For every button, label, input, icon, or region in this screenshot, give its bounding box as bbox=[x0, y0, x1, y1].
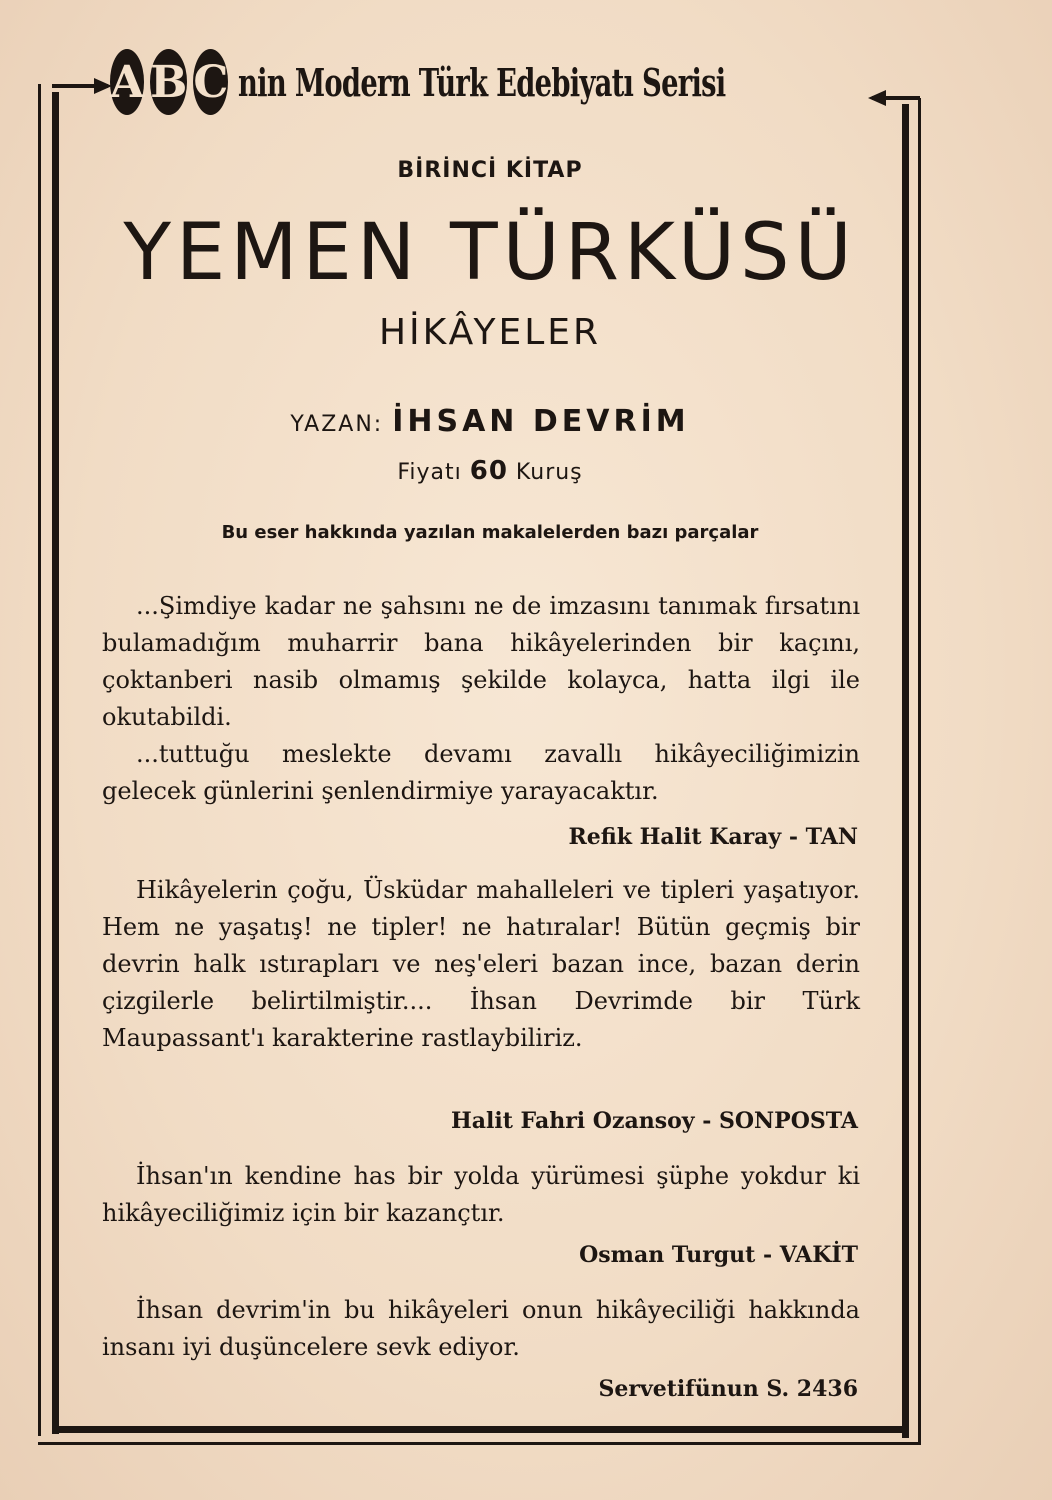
frame-bottom-inner bbox=[52, 1426, 909, 1433]
excerpts-heading: Bu eser hakkında yazılan makalelerden bazı parçalar bbox=[221, 522, 759, 543]
series-title: nin Modern Türk Edebiyatı Serisi bbox=[238, 59, 726, 105]
price-label: Fiyatı bbox=[397, 460, 462, 485]
letter-b-badge: B bbox=[150, 49, 187, 115]
author-line bbox=[60, 404, 920, 439]
review-2-source: Halit Fahri Ozansoy - SONPOSTA bbox=[450, 1108, 858, 1134]
review-2-paragraph-1: Hikâyelerin çoğu, Üsküdar mahalleleri ve tipleri yaşatıyor. Hem ne yaşatış! ne tipler! ne hatıralar! Bütün geçmiş bir devrin halk ıstırapları ve neş'eleri bazan ince, bazan derin çizgilerle belirtilmiştir.... İhsan Devrimde bir Türk Maupassant'ı karakterine rastlaybiliriz. bbox=[102, 876, 860, 1052]
frame-left-inner bbox=[52, 92, 59, 1434]
author-label: YAZAN: bbox=[290, 412, 384, 437]
review-1-paragraph-2: ...tuttuğu meslekte devamı zavallı hikâyeciliğimizin gelecek günlerini şenlendirmiye yarayacaktır. bbox=[102, 740, 860, 805]
review-4-source: Servetifünun S. 2436 bbox=[598, 1376, 858, 1402]
frame-right-outer bbox=[918, 98, 921, 1444]
letter-a-badge: A bbox=[110, 49, 144, 115]
price-value: 60 bbox=[469, 456, 508, 486]
price-unit: Kuruş bbox=[515, 460, 583, 485]
frame-right-inner bbox=[902, 104, 909, 1438]
review-3-source: Osman Turgut - VAKİT bbox=[579, 1242, 858, 1268]
right-arrow-head bbox=[868, 90, 886, 106]
review-4-paragraph-1: İhsan devrim'in bu hikâyeleri onun hikâyeciliği hakkında insanı iyi duşüncelere sevk ediyor. bbox=[102, 1296, 860, 1361]
frame-left-outer bbox=[38, 84, 41, 1436]
frame-bottom-outer bbox=[38, 1442, 921, 1445]
price-line bbox=[60, 456, 920, 486]
letter-c-badge: C bbox=[193, 49, 228, 115]
review-1-source: Refik Halit Karay - TAN bbox=[568, 824, 858, 850]
review-3-paragraph-1: İhsan'ın kendine has bir yolda yürümesi şüphe yokdur ki hikâyeciliğimiz için bir kazançtır. bbox=[102, 1162, 860, 1227]
book-number: BİRİNCİ KİTAP bbox=[397, 158, 583, 183]
author-name: İHSAN DEVRİM bbox=[392, 404, 690, 439]
series-header bbox=[110, 42, 870, 122]
review-1-paragraph-1: ...Şimdiye kadar ne şahsını ne de imzasını tanımak fırsatını bulamadığım muharrir bana hikâyelerinden bir kaçını, çoktanberi nasib olmamış şekilde kolayca, hatta ilgi ile okutabildi. bbox=[102, 592, 860, 731]
book-subtitle: HİKÂYELER bbox=[378, 312, 602, 353]
book-title: YEMEN TÜRKÜSÜ bbox=[123, 208, 857, 298]
